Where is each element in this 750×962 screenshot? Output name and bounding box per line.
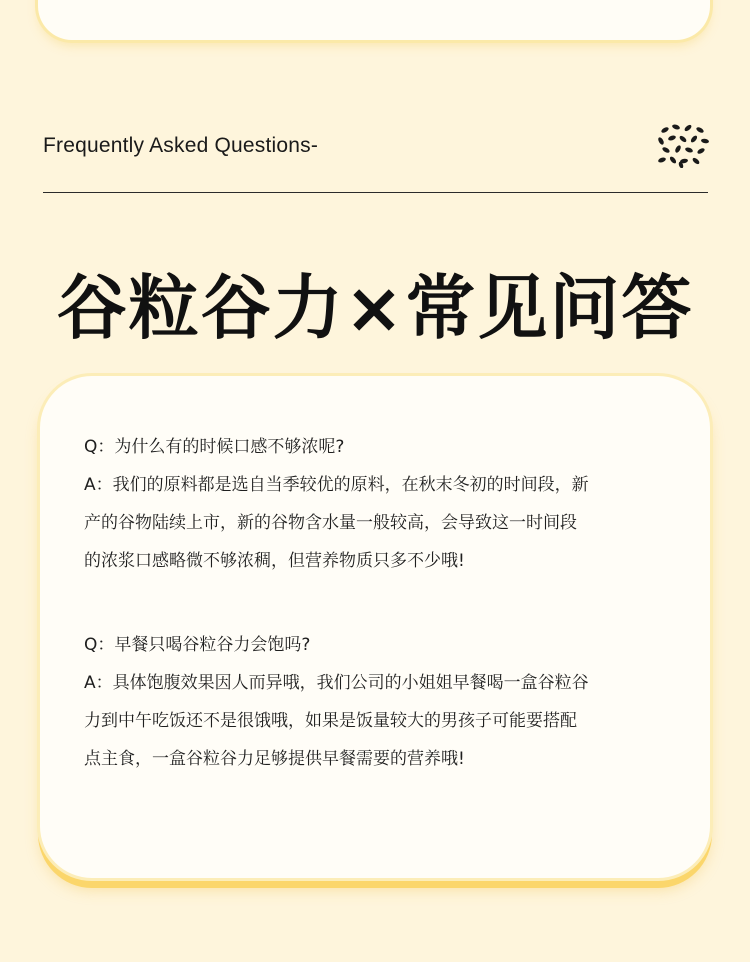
answer-line: A：具体饱腹效果因人而异哦，我们公司的小姐姐早餐喝一盒谷粒谷 [84,673,589,693]
answer-line: 的浓浆口感略微不够浓稠，但营养物质只多不少哦! [84,551,465,571]
qa-card [40,376,710,878]
section-divider [43,192,708,193]
answer-line: 点主食，一盒谷粒谷力足够提供早餐需要的营养哦! [84,749,465,769]
answer-line: 产的谷物陆续上市，新的谷物含水量一般较高，会导致这一时间段 [84,513,577,533]
page-title: 谷粒谷力×常见问答 [56,267,694,349]
question-text: Q：为什么有的时候口感不够浓呢? [84,437,345,457]
answer-line: 力到中午吃饭还不是很饿哦，如果是饭量较大的男孩子可能要搭配 [84,711,577,731]
qa-item [84,626,684,778]
question-text: Q：早餐只喝谷粒谷力会饱吗? [84,635,311,655]
seed-cluster-icon [656,122,710,168]
faq-heading: Frequently Asked Questions- [43,134,319,157]
previous-section-card [38,0,710,40]
qa-item [84,428,684,580]
answer-line: A：我们的原料都是选自当季较优的原料，在秋末冬初的时间段，新 [84,475,589,495]
